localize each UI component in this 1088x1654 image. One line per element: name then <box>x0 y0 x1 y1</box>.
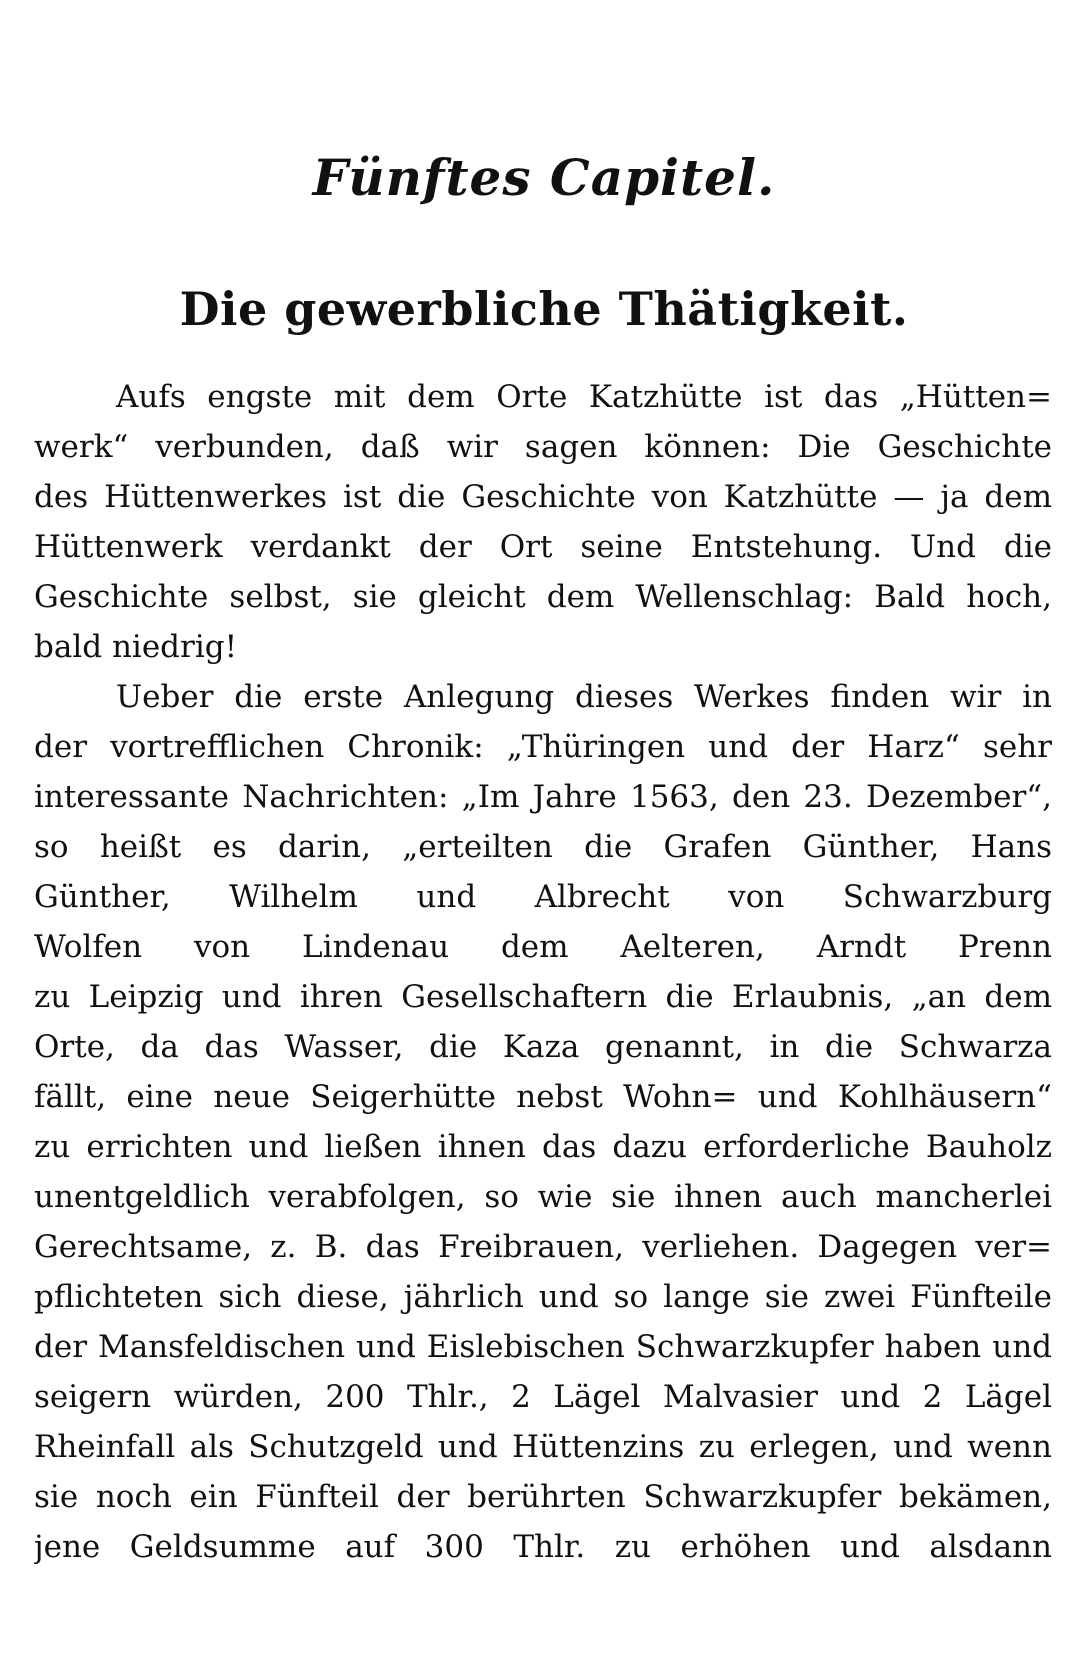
text-line: jene Geldsumme auf 300 Thlr. zu erhöhen und alsdann <box>34 1529 1052 1565</box>
text-line: bald niedrig! <box>34 629 238 665</box>
chapter-title: Fünftes Capitel. <box>312 148 776 207</box>
text-line: Wolfen von Lindenau dem Aelteren, Arndt Prenn <box>34 929 1052 965</box>
text-line: des Hüttenwerkes ist die Geschichte von Katzhütte — ja dem <box>34 479 1052 515</box>
text-line: fällt, eine neue Seigerhütte nebst Wohn= und Kohlhäusern“ <box>34 1079 1052 1115</box>
text-line: der vortrefflichen Chronik: „Thüringen und der Harz“ sehr <box>34 729 1052 765</box>
text-line: der Mansfeldischen und Eislebischen Schwarzkupfer haben und <box>34 1329 1052 1365</box>
text-line: Hüttenwerk verdankt der Ort seine Entstehung. Und die <box>34 529 1052 565</box>
text-line: zu errichten und ließen ihnen das dazu erforderliche Bauholz <box>34 1129 1052 1165</box>
text-line: interessante Nachrichten: „Im Jahre 1563, den 23. Dezember“, <box>34 779 1052 815</box>
text-line: seigern würden, 200 Thlr., 2 Lägel Malvasier und 2 Lägel <box>34 1379 1052 1415</box>
text-line: Orte, da das Wasser, die Kaza genannt, in die Schwarza <box>34 1029 1052 1065</box>
text-line: so heißt es darin, „erteilten die Grafen Günther, Hans <box>34 829 1052 865</box>
text-line: Ueber die erste Anlegung dieses Werkes finden wir in <box>116 679 1052 715</box>
text-line: unentgeldlich verabfolgen, so wie sie ihnen auch mancherlei <box>34 1179 1052 1215</box>
text-line: sie noch ein Fünfteil der berührten Schwarzkupfer bekämen, <box>34 1479 1052 1515</box>
text-line: pflichteten sich diese, jährlich und so lange sie zwei Fünfteile <box>34 1279 1052 1315</box>
text-line: Günther, Wilhelm und Albrecht von Schwarzburg <box>34 879 1052 915</box>
text-line: werk“ verbunden, daß wir sagen können: Die Geschichte <box>34 429 1052 465</box>
text-line: Geschichte selbst, sie gleicht dem Wellenschlag: Bald hoch, <box>34 579 1052 615</box>
section-title: Die gewerbliche Thätigkeit. <box>179 282 909 336</box>
text-line: Aufs engste mit dem Orte Katzhütte ist das „Hütten= <box>116 379 1052 415</box>
text-line: Gerechtsame, z. B. das Freibrauen, verliehen. Dagegen ver= <box>34 1229 1052 1265</box>
text-line: zu Leipzig und ihren Gesellschaftern die Erlaubnis, „an dem <box>34 979 1052 1015</box>
text-line: Rheinfall als Schutzgeld und Hüttenzins zu erlegen, und wenn <box>34 1429 1052 1465</box>
body-text <box>34 372 1052 1572</box>
